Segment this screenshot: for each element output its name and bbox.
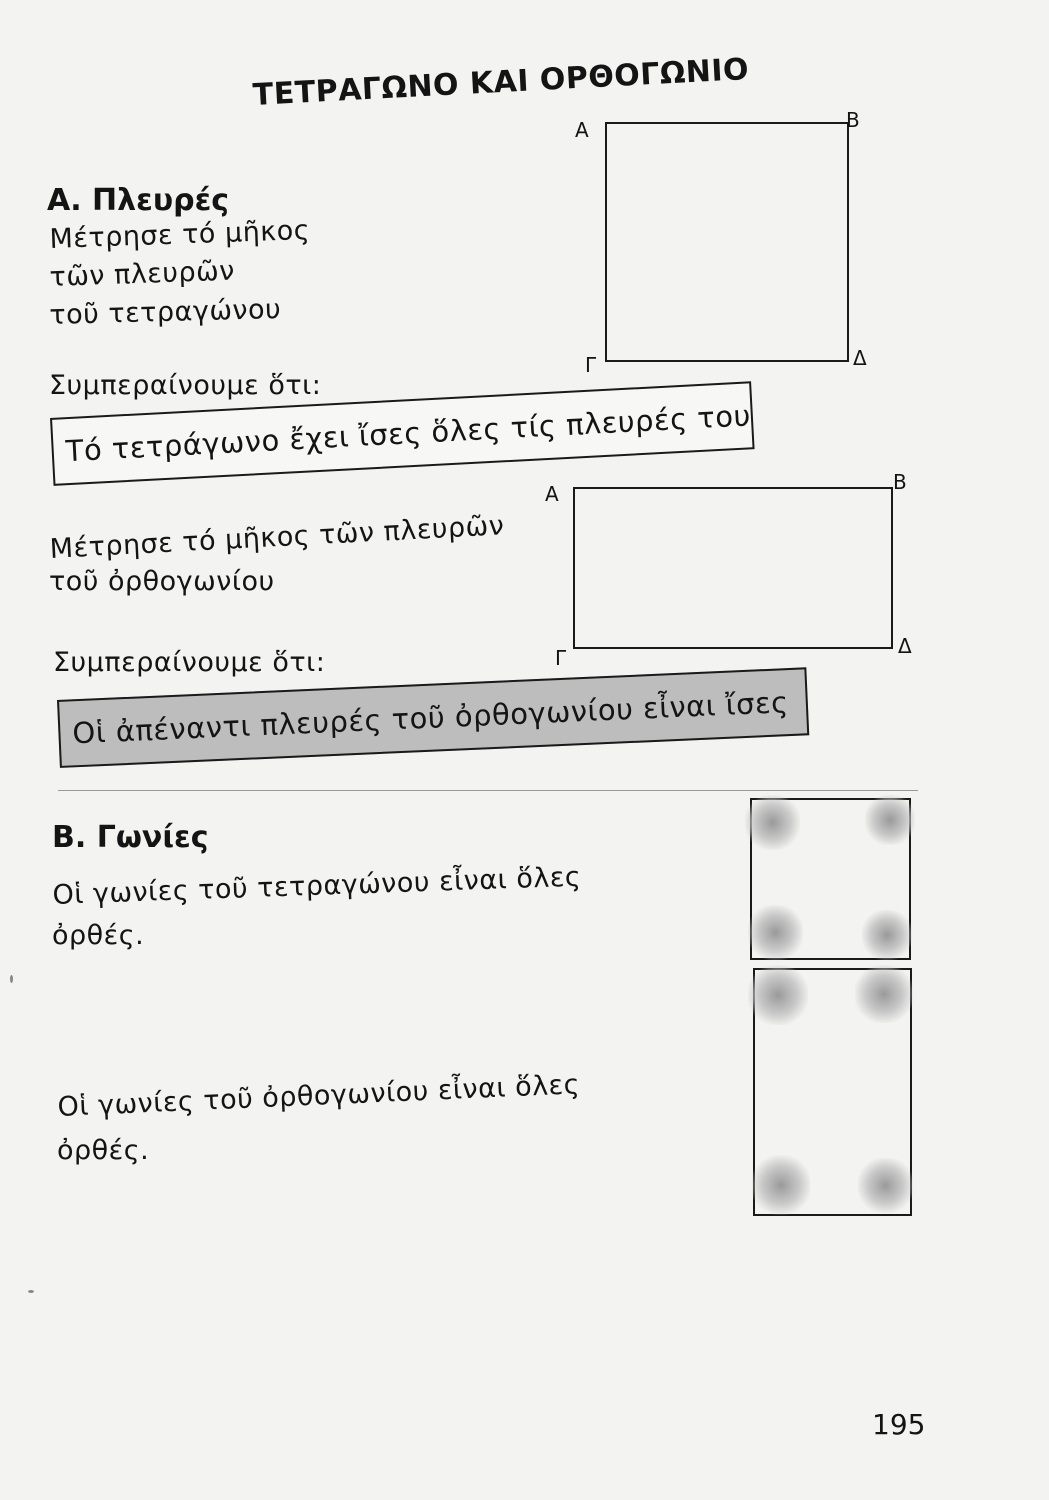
corner-shade <box>865 795 915 845</box>
rect-conclusion-text: Οἱ ἀπέναντι πλευρές τοῦ ὀρθογωνίου εἶναι ἴσες <box>71 685 790 751</box>
square-instruction-line-3: τοῦ τετραγώνου <box>49 293 282 331</box>
corner-shade <box>752 1155 810 1215</box>
scan-speck <box>10 975 13 983</box>
square-shape <box>605 122 849 362</box>
square-conclusion-text: Τό τετράγωνο ἔχει ἴσες ὅλες τίς πλευρές του <box>64 398 752 469</box>
rectangle-vertex-a: Α <box>545 482 559 506</box>
page-title: ΤΕΤΡΑΓΩΝΟ ΚΑΙ ΟΡΘΟΓΩΝΙΟ <box>252 52 750 113</box>
square-angles-line-2: ὀρθές. <box>52 920 145 951</box>
square-vertex-d: Δ <box>853 346 867 370</box>
bleed-through-text <box>40 100 46 121</box>
corner-shade <box>858 1158 913 1213</box>
corner-shade <box>748 905 803 960</box>
rectangle-vertex-b: Β <box>893 470 907 494</box>
square-instruction-line-2: τῶν πλευρῶν <box>49 255 236 293</box>
rectangle-vertex-d: Δ <box>898 634 912 658</box>
rect-instruction-line-1: Μέτρησε τό μῆκος τῶν πλευρῶν <box>49 510 506 565</box>
scan-speck <box>28 1290 34 1293</box>
corner-shade <box>862 910 912 960</box>
conclude-label-2: Συμπεραίνουμε ὅτι: <box>53 647 326 678</box>
section-divider <box>58 790 918 791</box>
section-b-heading: Β. Γωνίες <box>52 820 209 855</box>
page-number: 195 <box>872 1408 926 1441</box>
square-instruction-line-1: Μέτρησε τό μῆκος <box>49 214 311 255</box>
rect-angles-line-1: Οἱ γωνίες τοῦ ὀρθογωνίου εἶναι ὅλες <box>57 1069 581 1123</box>
square-angles-line-1: Οἱ γωνίες τοῦ τετραγώνου εἶναι ὅλες <box>52 861 582 911</box>
rect-angles-line-2: ὀρθές. <box>57 1135 150 1166</box>
rectangle-vertex-c: Γ <box>555 646 567 670</box>
corner-shade <box>748 965 808 1025</box>
section-a-heading: Α. Πλευρές <box>47 183 230 218</box>
square-vertex-c: Γ <box>585 353 597 377</box>
conclude-label-1: Συμπεραίνουμε ὅτι: <box>49 370 322 401</box>
corner-shade <box>745 795 800 850</box>
rectangle-shape <box>573 487 893 649</box>
rect-instruction-line-2: τοῦ ὀρθογωνίου <box>49 566 275 597</box>
square-vertex-a: Α <box>575 118 589 142</box>
rect-conclusion-box <box>57 667 809 768</box>
corner-shade <box>855 965 913 1023</box>
square-vertex-b: Β <box>846 108 860 132</box>
